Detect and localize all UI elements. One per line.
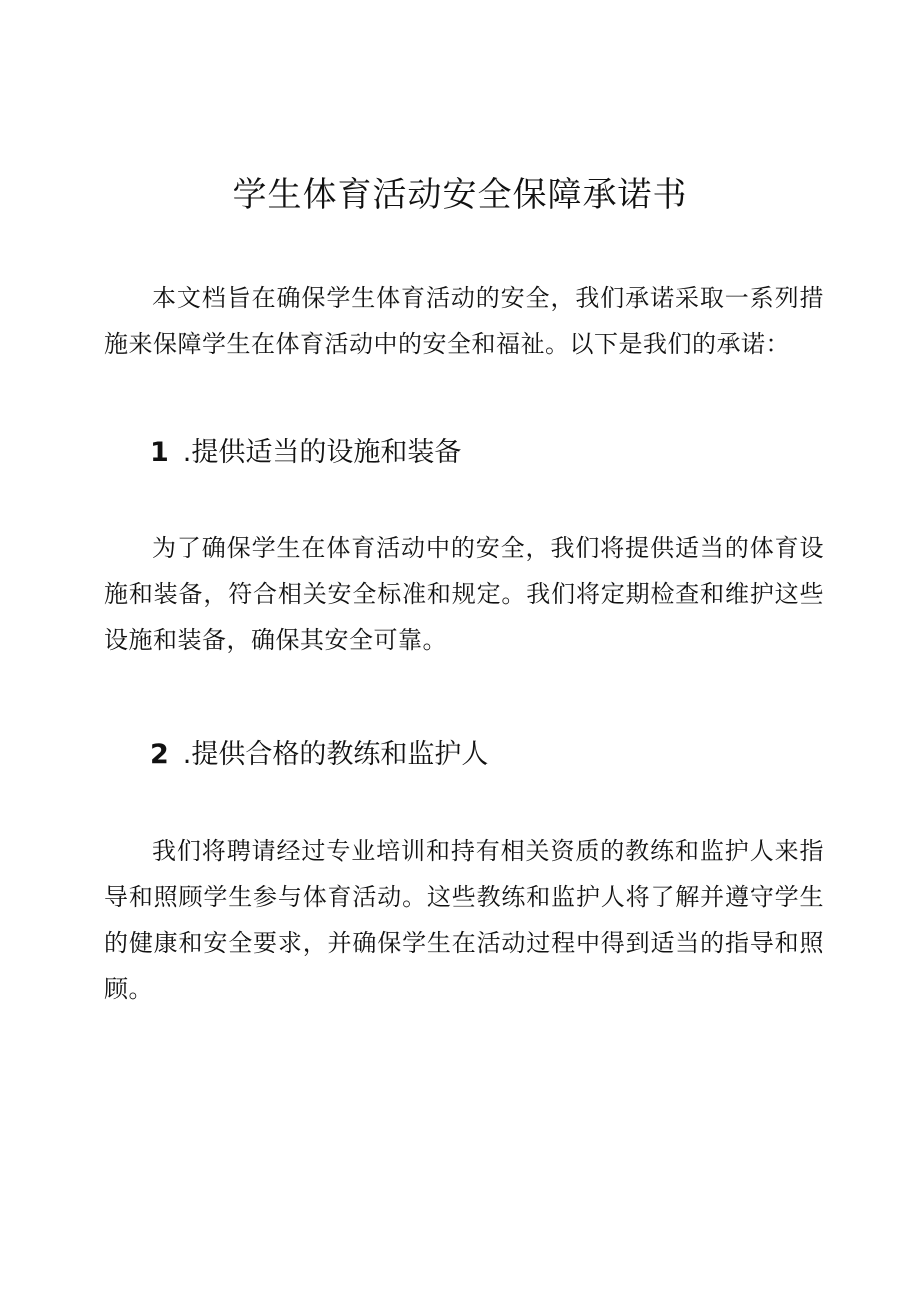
intro-paragraph: 本文档旨在确保学生体育活动的安全，我们承诺采取一系列措施来保障学生在体育活动中的安全和福祉。以下是我们的承诺： bbox=[104, 284, 824, 358]
section-body-1: 为了确保学生在体育活动中的安全，我们将提供适当的体育设施和装备，符合相关安全标准和规定。我们将定期检查和维护这些设施和装备，确保其安全可靠。 bbox=[104, 534, 824, 654]
section-heading-1 bbox=[150, 433, 830, 473]
document-title: 学生体育活动安全保障承诺书 bbox=[232, 175, 688, 215]
section-number-2: 2 bbox=[150, 739, 169, 770]
section-heading-2 bbox=[150, 735, 830, 775]
section-heading-text-1: .提供适当的设施和装备 bbox=[182, 437, 462, 468]
section-body-2: 我们将聘请经过专业培训和持有相关资质的教练和监护人来指导和照顾学生参与体育活动。这些教练和监护人将了解并遵守学生的健康和安全要求，并确保学生在活动过程中得到适当的指导和照顾。 bbox=[104, 837, 824, 1003]
section-number-1: 1 bbox=[150, 437, 169, 468]
section-heading-text-2: .提供合格的教练和监护人 bbox=[182, 739, 489, 770]
